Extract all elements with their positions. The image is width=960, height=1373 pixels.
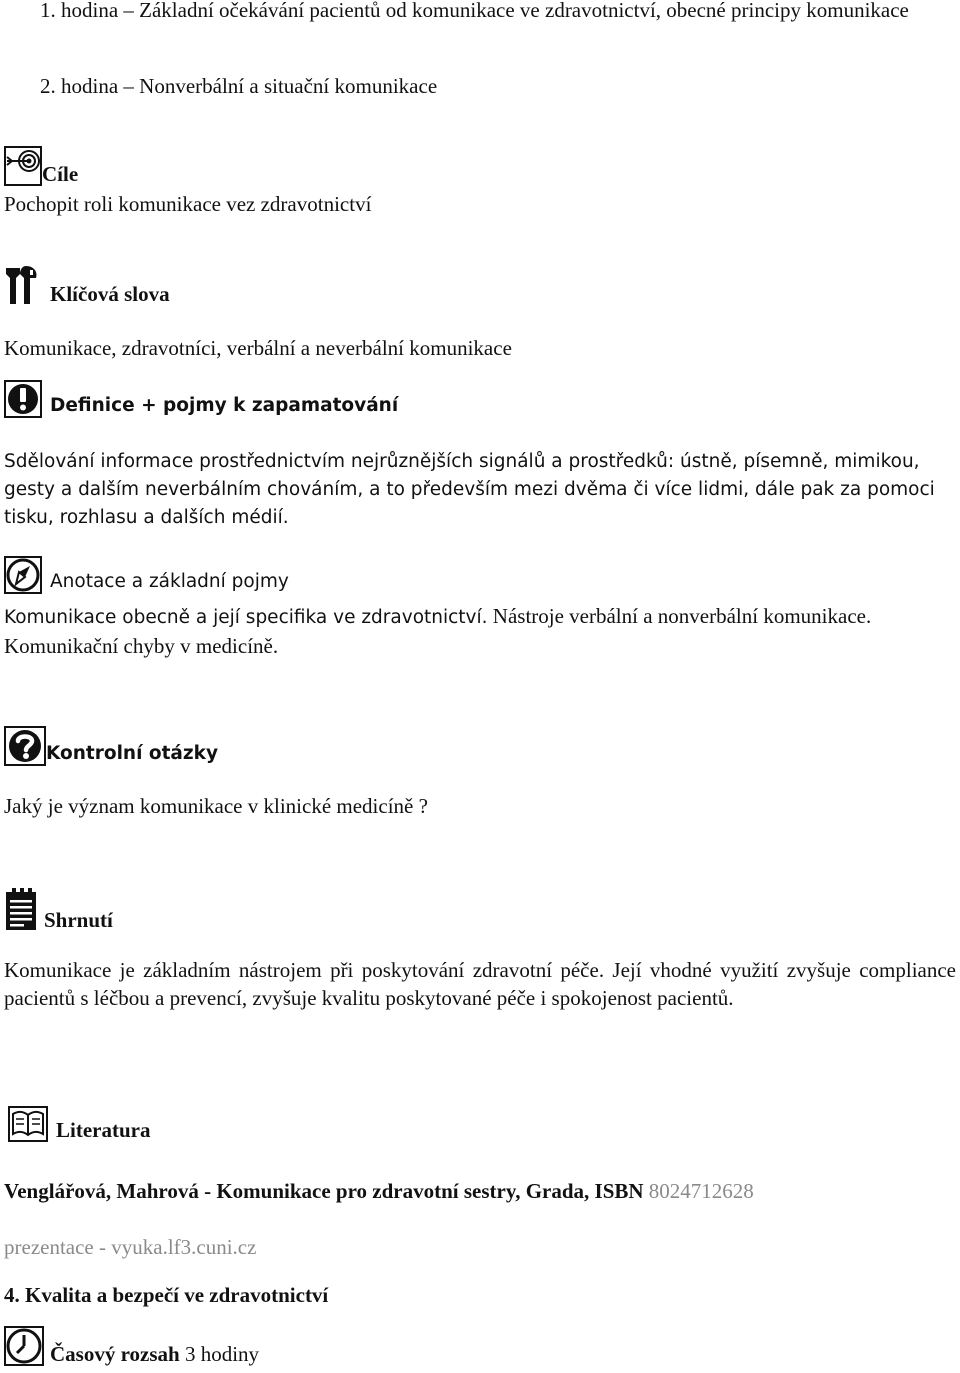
duration-line xyxy=(50,1342,259,1366)
tools-icon xyxy=(4,264,42,306)
question-icon xyxy=(4,726,46,766)
questions-title: Kontrolní otázky xyxy=(46,743,219,764)
annotation-text xyxy=(4,602,956,660)
duration-heading xyxy=(4,1326,259,1366)
annotation-text-part2: Nástroje verbální a nonverbální komunikace. Komunikační chyby v medicíně. xyxy=(4,604,872,658)
reference-text: Venglářová, Mahrová - Komunikace pro zdravotní sestry, Grada, ISBN xyxy=(4,1179,644,1203)
lesson-item-1: 1. hodina – Základní očekávání pacientů od komunikace ve zdravotnictví, obecné principy komunikace xyxy=(40,0,909,22)
lesson-item-2: 2. hodina – Nonverbální a situační komunikace xyxy=(40,74,438,98)
definitions-heading xyxy=(4,380,398,418)
keywords-text: Komunikace, zdravotníci, verbální a neverbální komunikace xyxy=(4,336,512,360)
isbn-value: 8024712628 xyxy=(643,1179,754,1203)
annotation-title: Anotace a základní pojmy xyxy=(50,571,289,592)
presentation-link[interactable] xyxy=(4,1233,956,1261)
notepad-icon xyxy=(4,886,40,932)
literature-heading xyxy=(8,1106,150,1142)
target-icon xyxy=(4,146,42,186)
keywords-title: Klíčová slova xyxy=(50,282,170,306)
goals-heading xyxy=(4,146,78,186)
definitions-text: Sdělování informace prostřednictvím nejrůznějších signálů a prostředků: ústně, písemně, mimikou, gesty a dalším neverbálním chováním, a to především mezi dvěma či více lidmi, dále pak za pomoci tisku, rozhlasu a dalších médií. xyxy=(4,451,935,528)
next-topic-title: 4. Kvalita a bezpečí ve zdravotnictví xyxy=(4,1283,329,1307)
annotation-text-part1: Komunikace obecně a její specifika ve zdravotnictví. xyxy=(4,607,488,628)
summary-text: Komunikace je základním nástrojem při poskytování zdravotní péče. Její vhodné využití zvyšuje compliance pacientů s léčbou a prevencí, zvyšuje kvalitu poskytované péče i spokojenost pacientů. xyxy=(4,958,956,1010)
goals-title: Cíle xyxy=(42,162,79,186)
questions-text: Jaký je význam komunikace v klinické medicíně ? xyxy=(4,794,428,818)
duration-value: 3 hodiny xyxy=(179,1342,260,1366)
exclamation-icon xyxy=(4,380,42,418)
summary-heading xyxy=(4,886,113,932)
goals-text: Pochopit roli komunikace vez zdravotnictví xyxy=(4,192,372,216)
definitions-title: Definice + pojmy k zapamatování xyxy=(50,395,399,416)
literature-title: Literatura xyxy=(56,1118,151,1142)
clock-icon xyxy=(4,1326,44,1366)
duration-label: Časový rozsah xyxy=(50,1342,180,1366)
literature-reference xyxy=(4,1177,956,1205)
presentation-link-text[interactable]: prezentace - vyuka.lf3.cuni.cz xyxy=(4,1235,257,1259)
book-icon xyxy=(8,1106,48,1142)
compass-icon xyxy=(4,556,42,594)
summary-title: Shrnutí xyxy=(44,908,113,932)
questions-heading xyxy=(4,726,218,766)
annotation-heading xyxy=(4,556,289,594)
keywords-heading xyxy=(4,264,170,306)
